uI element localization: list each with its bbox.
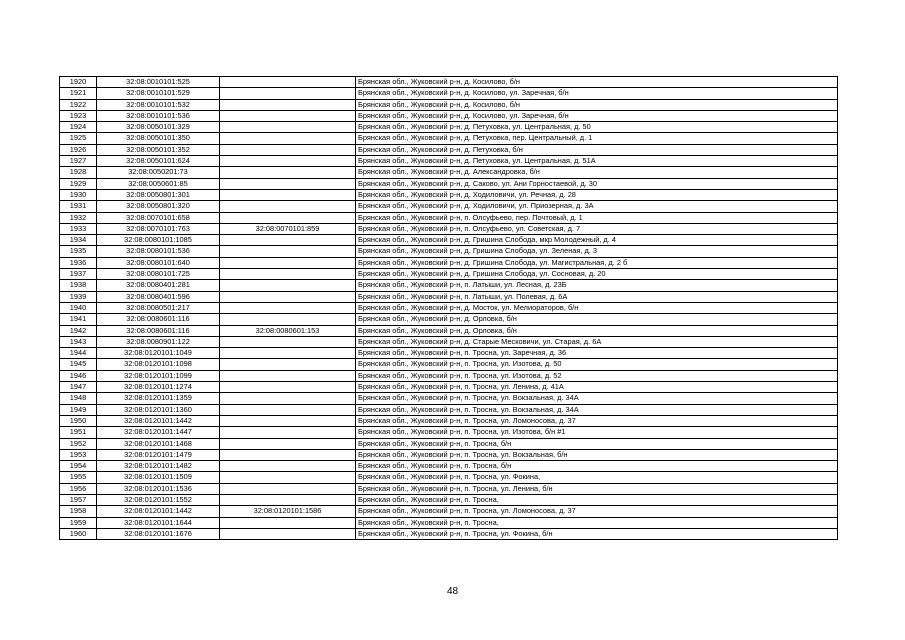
related-cadastral-number-cell: [220, 122, 356, 133]
address-cell: Брянская обл., Жуковский р-н, п. Тросна,: [356, 494, 838, 505]
table-row: [60, 382, 838, 393]
related-cadastral-number-cell: [220, 494, 356, 505]
table-row: [60, 144, 838, 155]
related-cadastral-number-cell: [220, 167, 356, 178]
address-cell: Брянская обл., Жуковский р-н, д. Косилово, б/н: [356, 77, 838, 88]
row-number-cell: 1947: [60, 382, 97, 393]
table-row: [60, 336, 838, 347]
related-cadastral-number-cell: [220, 382, 356, 393]
row-number-cell: 1942: [60, 325, 97, 336]
address-cell: Брянская обл., Жуковский р-н, п. Тросна, б/н: [356, 438, 838, 449]
row-number-cell: 1956: [60, 483, 97, 494]
address-cell: Брянская обл., Жуковский р-н, п. Тросна, ул. Заречная, д. 36: [356, 348, 838, 359]
row-number-cell: 1926: [60, 144, 97, 155]
row-number-cell: 1943: [60, 336, 97, 347]
cadastral-number-cell: 32:08:0010101:532: [97, 99, 220, 110]
address-cell: Брянская обл., Жуковский р-н, п. Тросна, ул. Ленина, б/н: [356, 483, 838, 494]
table-row: [60, 99, 838, 110]
address-cell: Брянская обл., Жуковский р-н, д. Гришина Слобода, ул. Магистральная, д. 2 б: [356, 257, 838, 268]
related-cadastral-number-cell: [220, 88, 356, 99]
table-row: [60, 461, 838, 472]
related-cadastral-number-cell: [220, 393, 356, 404]
cadastral-number-cell: 32:08:0120101:1644: [97, 517, 220, 528]
address-cell: Брянская обл., Жуковский р-н, д. Александровка, б/н: [356, 167, 838, 178]
table-row: [60, 280, 838, 291]
table-row: [60, 472, 838, 483]
table-row: [60, 201, 838, 212]
address-cell: Брянская обл., Жуковский р-н, д. Гришина Слобода, ул. Сосновая, д. 20: [356, 269, 838, 280]
address-cell: Брянская обл., Жуковский р-н, п. Олсуфьево, ул. Советская, д. 7: [356, 223, 838, 234]
cadastral-number-cell: 32:08:0050801:320: [97, 201, 220, 212]
address-cell: Брянская обл., Жуковский р-н, п. Тросна, ул. Ломоносова, д. 37: [356, 506, 838, 517]
cadastral-number-cell: 32:08:0050101:350: [97, 133, 220, 144]
cadastral-number-cell: 32:08:0050601:85: [97, 178, 220, 189]
related-cadastral-number-cell: [220, 438, 356, 449]
cadastral-number-cell: 32:08:0120101:1360: [97, 404, 220, 415]
address-cell: Брянская обл., Жуковский р-н, п. Тросна, ул. Ломоносова, д. 37: [356, 415, 838, 426]
related-cadastral-number-cell: [220, 201, 356, 212]
table-row: [60, 257, 838, 268]
related-cadastral-number-cell: [220, 517, 356, 528]
related-cadastral-number-cell: [220, 291, 356, 302]
row-number-cell: 1960: [60, 528, 97, 539]
address-cell: Брянская обл., Жуковский р-н, д. Старые Месковичи, ул. Старая, д. 6А: [356, 336, 838, 347]
row-number-cell: 1948: [60, 393, 97, 404]
table-row: [60, 506, 838, 517]
cadastral-number-cell: 32:08:0070101:658: [97, 212, 220, 223]
related-cadastral-number-cell: [220, 449, 356, 460]
cadastral-number-cell: 32:08:0120101:1099: [97, 370, 220, 381]
cadastral-number-cell: 32:08:0120101:1468: [97, 438, 220, 449]
cadastral-number-cell: 32:08:0080101:536: [97, 246, 220, 257]
cadastral-number-cell: 32:08:0120101:1479: [97, 449, 220, 460]
related-cadastral-number-cell: [220, 189, 356, 200]
cadastral-number-cell: 32:08:0120101:1098: [97, 359, 220, 370]
address-cell: Брянская обл., Жуковский р-н, п. Тросна, ул. Изотова, б/н #1: [356, 427, 838, 438]
table-row: [60, 302, 838, 313]
table-row: [60, 528, 838, 539]
cadastral-number-cell: 32:08:0080101:640: [97, 257, 220, 268]
table-row: [60, 393, 838, 404]
row-number-cell: 1944: [60, 348, 97, 359]
related-cadastral-number-cell: [220, 280, 356, 291]
address-cell: Брянская обл., Жуковский р-н, д. Ходиловичи, ул. Речная, д. 28: [356, 189, 838, 200]
cadastral-number-cell: 32:08:0080401:596: [97, 291, 220, 302]
related-cadastral-number-cell: [220, 461, 356, 472]
cadastral-number-cell: 32:08:0050201:73: [97, 167, 220, 178]
address-cell: Брянская обл., Жуковский р-н, п. Тросна, ул. Фокина, б/н: [356, 528, 838, 539]
address-cell: Брянская обл., Жуковский р-н, д. Косилово, б/н: [356, 99, 838, 110]
table-row: [60, 291, 838, 302]
row-number-cell: 1940: [60, 302, 97, 313]
row-number-cell: 1920: [60, 77, 97, 88]
row-number-cell: 1923: [60, 110, 97, 121]
row-number-cell: 1950: [60, 415, 97, 426]
related-cadastral-number-cell: [220, 77, 356, 88]
row-number-cell: 1941: [60, 314, 97, 325]
registry-table-body: [60, 77, 838, 540]
related-cadastral-number-cell: [220, 257, 356, 268]
row-number-cell: 1936: [60, 257, 97, 268]
table-row: [60, 167, 838, 178]
address-cell: Брянская обл., Жуковский р-н, д. Петуховка, ул. Центральная, д. 50: [356, 122, 838, 133]
cadastral-number-cell: 32:08:0080401:281: [97, 280, 220, 291]
table-row: [60, 483, 838, 494]
row-number-cell: 1953: [60, 449, 97, 460]
related-cadastral-number-cell: [220, 302, 356, 313]
related-cadastral-number-cell: 32:08:0080601:153: [220, 325, 356, 336]
row-number-cell: 1952: [60, 438, 97, 449]
related-cadastral-number-cell: [220, 156, 356, 167]
cadastral-number-cell: 32:08:0080101:725: [97, 269, 220, 280]
related-cadastral-number-cell: [220, 483, 356, 494]
address-cell: Брянская обл., Жуковский р-н, д. Косилово, ул. Заречная, б/н: [356, 110, 838, 121]
table-row: [60, 325, 838, 336]
related-cadastral-number-cell: [220, 178, 356, 189]
row-number-cell: 1928: [60, 167, 97, 178]
row-number-cell: 1955: [60, 472, 97, 483]
row-number-cell: 1927: [60, 156, 97, 167]
address-cell: Брянская обл., Жуковский р-н, п. Латыши, ул. Полевая, д. 6А: [356, 291, 838, 302]
related-cadastral-number-cell: [220, 99, 356, 110]
address-cell: Брянская обл., Жуковский р-н, д. Косилово, ул. Заречная, б/н: [356, 88, 838, 99]
row-number-cell: 1924: [60, 122, 97, 133]
address-cell: Брянская обл., Жуковский р-н, п. Тросна, ул. Ленина, д. 41А: [356, 382, 838, 393]
table-row: [60, 517, 838, 528]
table-row: [60, 88, 838, 99]
row-number-cell: 1957: [60, 494, 97, 505]
address-cell: Брянская обл., Жуковский р-н, д. Петуховка, ул. Центральная, д. 51А: [356, 156, 838, 167]
address-cell: Брянская обл., Жуковский р-н, п. Тросна,: [356, 517, 838, 528]
address-cell: Брянская обл., Жуковский р-н, п. Тросна, ул. Фокина,: [356, 472, 838, 483]
related-cadastral-number-cell: [220, 415, 356, 426]
cadastral-number-cell: 32:08:0120101:1442: [97, 415, 220, 426]
page-number: 48: [446, 586, 459, 597]
cadastral-number-cell: 32:08:0050801:301: [97, 189, 220, 200]
cadastral-number-cell: 32:08:0050101:624: [97, 156, 220, 167]
cadastral-number-cell: 32:08:0120101:1274: [97, 382, 220, 393]
cadastral-number-cell: 32:08:0120101:1049: [97, 348, 220, 359]
address-cell: Брянская обл., Жуковский р-н, п. Тросна, ул. Вокзальная, д. 34А: [356, 404, 838, 415]
table-row: [60, 246, 838, 257]
cadastral-number-cell: 32:08:0080501:217: [97, 302, 220, 313]
cadastral-number-cell: 32:08:0050101:329: [97, 122, 220, 133]
row-number-cell: 1925: [60, 133, 97, 144]
related-cadastral-number-cell: [220, 370, 356, 381]
address-cell: Брянская обл., Жуковский р-н, д. Мосток, ул. Мелиораторов, б/н: [356, 302, 838, 313]
row-number-cell: 1951: [60, 427, 97, 438]
row-number-cell: 1932: [60, 212, 97, 223]
row-number-cell: 1933: [60, 223, 97, 234]
related-cadastral-number-cell: [220, 359, 356, 370]
row-number-cell: 1931: [60, 201, 97, 212]
table-row: [60, 449, 838, 460]
table-row: [60, 494, 838, 505]
table-row: [60, 223, 838, 234]
cadastral-number-cell: 32:08:0120101:1676: [97, 528, 220, 539]
table-row: [60, 235, 838, 246]
row-number-cell: 1935: [60, 246, 97, 257]
table-row: [60, 415, 838, 426]
related-cadastral-number-cell: [220, 144, 356, 155]
cadastral-number-cell: 32:08:0080101:1085: [97, 235, 220, 246]
address-cell: Брянская обл., Жуковский р-н, п. Тросна, ул. Вокзальная, д. 34А: [356, 393, 838, 404]
table-row: [60, 178, 838, 189]
table-row: [60, 404, 838, 415]
row-number-cell: 1958: [60, 506, 97, 517]
related-cadastral-number-cell: [220, 404, 356, 415]
related-cadastral-number-cell: [220, 472, 356, 483]
table-row: [60, 189, 838, 200]
address-cell: Брянская обл., Жуковский р-н, д. Гришина Слобода, мкр Молодежный, д. 4: [356, 235, 838, 246]
address-cell: Брянская обл., Жуковский р-н, п. Латыши, ул. Лесная, д. 23Б: [356, 280, 838, 291]
row-number-cell: 1930: [60, 189, 97, 200]
address-cell: Брянская обл., Жуковский р-н, д. Петуховка, б/н: [356, 144, 838, 155]
table-row: [60, 110, 838, 121]
row-number-cell: 1934: [60, 235, 97, 246]
table-row: [60, 122, 838, 133]
row-number-cell: 1945: [60, 359, 97, 370]
table-row: [60, 427, 838, 438]
table-row: [60, 370, 838, 381]
table-row: [60, 212, 838, 223]
table-row: [60, 133, 838, 144]
row-number-cell: 1949: [60, 404, 97, 415]
table-row: [60, 438, 838, 449]
table-row: [60, 269, 838, 280]
related-cadastral-number-cell: 32:08:0070101:859: [220, 223, 356, 234]
address-cell: Брянская обл., Жуковский р-н, п. Олсуфьево, пер. Почтовый, д. 1: [356, 212, 838, 223]
related-cadastral-number-cell: [220, 133, 356, 144]
address-cell: Брянская обл., Жуковский р-н, д. Ходиловичи, ул. Приозерная, д. 3А: [356, 201, 838, 212]
related-cadastral-number-cell: [220, 427, 356, 438]
cadastral-number-cell: 32:08:0080601:116: [97, 325, 220, 336]
row-number-cell: 1938: [60, 280, 97, 291]
related-cadastral-number-cell: [220, 246, 356, 257]
table-row: [60, 314, 838, 325]
table-row: [60, 359, 838, 370]
cadastral-number-cell: 32:08:0120101:1536: [97, 483, 220, 494]
address-cell: Брянская обл., Жуковский р-н, д. Орловка, б/н: [356, 325, 838, 336]
cadastral-number-cell: 32:08:0120101:1482: [97, 461, 220, 472]
cadastral-number-cell: 32:08:0080901:122: [97, 336, 220, 347]
address-cell: Брянская обл., Жуковский р-н, п. Тросна, ул. Изотова, д. 50: [356, 359, 838, 370]
related-cadastral-number-cell: [220, 269, 356, 280]
related-cadastral-number-cell: [220, 235, 356, 246]
address-cell: Брянская обл., Жуковский р-н, п. Тросна, б/н: [356, 461, 838, 472]
address-cell: Брянская обл., Жуковский р-н, п. Тросна, ул. Изотова, д. 52: [356, 370, 838, 381]
cadastral-number-cell: 32:08:0010101:529: [97, 88, 220, 99]
row-number-cell: 1946: [60, 370, 97, 381]
row-number-cell: 1922: [60, 99, 97, 110]
cadastral-number-cell: 32:08:0120101:1447: [97, 427, 220, 438]
cadastral-number-cell: 32:08:0070101:763: [97, 223, 220, 234]
row-number-cell: 1937: [60, 269, 97, 280]
row-number-cell: 1954: [60, 461, 97, 472]
cadastral-number-cell: 32:08:0120101:1552: [97, 494, 220, 505]
row-number-cell: 1939: [60, 291, 97, 302]
related-cadastral-number-cell: [220, 110, 356, 121]
row-number-cell: 1959: [60, 517, 97, 528]
related-cadastral-number-cell: [220, 336, 356, 347]
related-cadastral-number-cell: [220, 212, 356, 223]
registry-table: [59, 76, 838, 540]
address-cell: Брянская обл., Жуковский р-н, д. Гришина Слобода, ул. Зеленая, д. 3: [356, 246, 838, 257]
address-cell: Брянская обл., Жуковский р-н, п. Тросна, ул. Вокзальная, б/н: [356, 449, 838, 460]
cadastral-number-cell: 32:08:0010101:525: [97, 77, 220, 88]
related-cadastral-number-cell: [220, 348, 356, 359]
row-number-cell: 1929: [60, 178, 97, 189]
cadastral-number-cell: 32:08:0050101:352: [97, 144, 220, 155]
address-cell: Брянская обл., Жуковский р-н, д. Саково, ул. Ани Горностаевой, д. 30: [356, 178, 838, 189]
cadastral-number-cell: 32:08:0120101:1442: [97, 506, 220, 517]
address-cell: Брянская обл., Жуковский р-н, д. Орловка, б/н: [356, 314, 838, 325]
related-cadastral-number-cell: 32:08:0120101:1586: [220, 506, 356, 517]
address-cell: Брянская обл., Жуковский р-н, д. Петуховка, пер. Центральный, д. 1: [356, 133, 838, 144]
cadastral-number-cell: 32:08:0120101:1509: [97, 472, 220, 483]
related-cadastral-number-cell: [220, 314, 356, 325]
cadastral-number-cell: 32:08:0080601:116: [97, 314, 220, 325]
table-row: [60, 77, 838, 88]
cadastral-number-cell: 32:08:0010101:536: [97, 110, 220, 121]
cadastral-number-cell: 32:08:0120101:1359: [97, 393, 220, 404]
related-cadastral-number-cell: [220, 528, 356, 539]
row-number-cell: 1921: [60, 88, 97, 99]
table-row: [60, 348, 838, 359]
table-row: [60, 156, 838, 167]
